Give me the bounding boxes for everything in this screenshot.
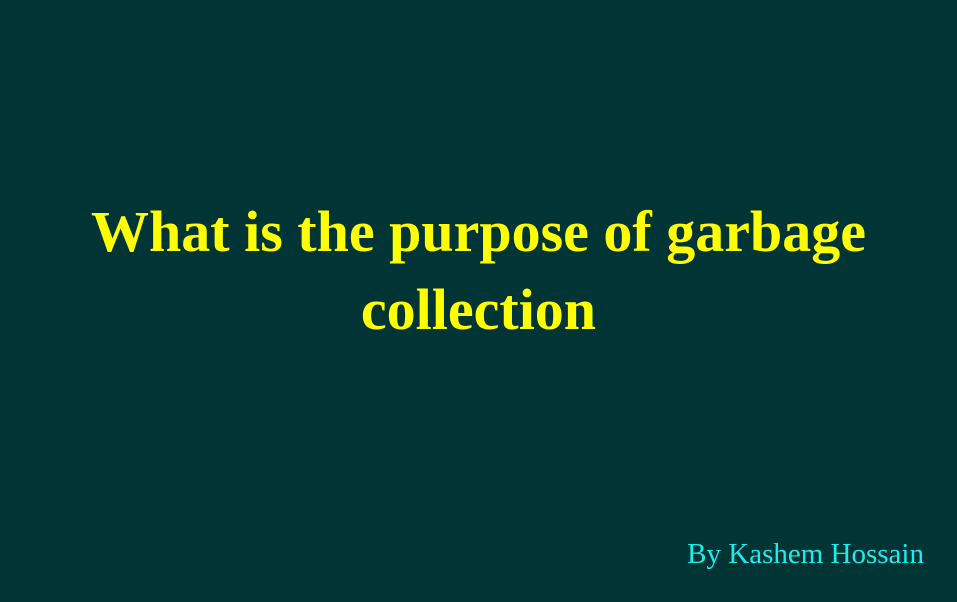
slide-title [0, 193, 957, 349]
slide-author: By Kashem Hossain [687, 538, 924, 570]
slide-title-line-1: What is the purpose of garbage [91, 199, 866, 264]
slide-title-line-2: collection [360, 277, 597, 342]
